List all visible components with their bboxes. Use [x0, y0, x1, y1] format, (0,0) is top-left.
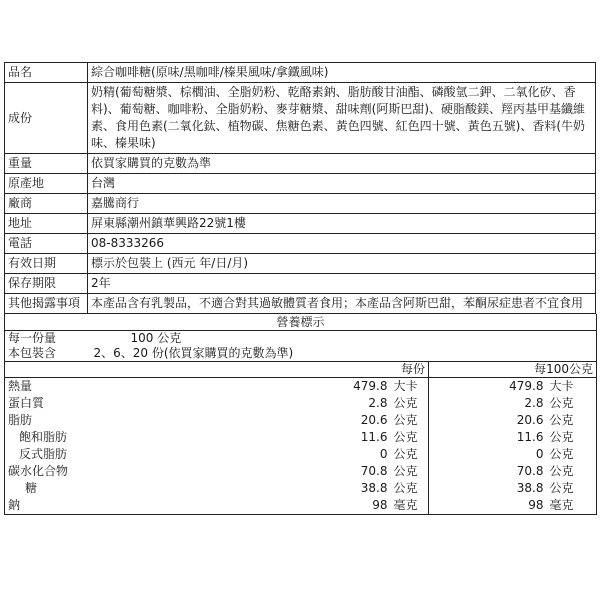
phone-label: 電話	[5, 234, 88, 254]
package-label: 本包裝含	[8, 346, 57, 360]
nutrient-name: 蛋白質	[8, 396, 45, 410]
shelf-life-value: 2年	[88, 274, 596, 294]
per-serving-unit: 大卡	[393, 379, 418, 393]
nutrition-table	[4, 314, 597, 515]
per-100g-unit: 公克	[549, 430, 574, 444]
nutrition-row	[5, 378, 597, 396]
expiry-label: 有效日期	[5, 254, 88, 274]
origin-row	[5, 174, 596, 194]
address-row	[5, 214, 596, 234]
per-100g-value: 70.8	[429, 463, 547, 480]
serving-label: 每一份量	[8, 331, 57, 345]
nutrient-name: 脂肪	[8, 413, 33, 427]
nutrient-name: 熱量	[8, 379, 33, 393]
col-per-serving: 每份	[91, 362, 429, 378]
per-100g-value: 11.6	[429, 429, 547, 446]
per-serving-value: 98	[372, 498, 388, 512]
package-value: 2、6、20 份(依買家購買的克數為準)	[93, 346, 294, 360]
expiry-value: 標示於包裝上 (西元 年/日/月)	[88, 254, 596, 274]
per-serving-value: 11.6	[360, 430, 388, 444]
nutrition-row	[5, 412, 597, 429]
ingredients-label: 成份	[5, 83, 88, 154]
name-label: 品名	[5, 63, 88, 83]
nutrition-row	[5, 497, 597, 515]
nutrition-row	[5, 429, 597, 446]
per-100g-unit: 公克	[549, 413, 574, 427]
address-value: 屏東縣潮州鎮華興路22號1樓	[88, 214, 596, 234]
per-serving-value: 70.8	[360, 464, 388, 478]
ingredients-value: 奶精(葡萄糖漿、棕櫚油、全脂奶粉、乾酪素鈉、脂肪酸甘油酯、磷酸氫二鉀、二氧化矽、香料)、葡萄糖、咖啡粉、全脂奶粉、麥芽糖漿、甜味劑(阿斯巴甜)、硬脂酸鎂、羥丙基甲基纖維素、食用色素(二氧化鈦、植物碳、焦糖色素、黃色四號、紅色四十號、黃色五號)、香料(牛奶味、榛果味)	[88, 83, 596, 154]
per-serving-unit: 公克	[393, 464, 418, 478]
weight-value: 依買家購買的克數為準	[88, 154, 596, 174]
nutrient-name: 碳水化合物	[8, 464, 69, 478]
col-per-100g: 每100公克	[429, 362, 597, 378]
origin-value: 台灣	[88, 174, 596, 194]
ingredients-row	[5, 83, 596, 154]
per-serving-value: 38.8	[360, 481, 388, 495]
per-100g-value: 479.8	[429, 378, 547, 396]
per-serving-unit: 公克	[393, 481, 418, 495]
nutrition-row	[5, 480, 597, 497]
per-100g-unit: 公克	[549, 481, 574, 495]
shelf-life-row	[5, 274, 596, 294]
per-100g-unit: 公克	[549, 396, 574, 410]
expiry-row	[5, 254, 596, 274]
disclosure-value: 本產品含有乳製品，不適合對其過敏體質者食用；本產品含阿斯巴甜，苯酮尿症患者不宜食用	[88, 294, 596, 314]
per-100g-value: 38.8	[429, 480, 547, 497]
shelf-life-label: 保存期限	[5, 274, 88, 294]
nutrient-name: 飽和脂肪	[19, 430, 68, 444]
name-row	[5, 63, 596, 83]
per-serving-unit: 公克	[393, 447, 418, 461]
weight-label: 重量	[5, 154, 88, 174]
nutrient-name: 鈉	[8, 498, 21, 512]
phone-value: 08-8333266	[88, 234, 596, 254]
per-100g-unit: 公克	[549, 447, 574, 461]
manufacturer-label: 廠商	[5, 194, 88, 214]
nutrient-name: 反式脂肪	[19, 447, 68, 461]
origin-label: 原產地	[5, 174, 88, 194]
product-label	[4, 62, 596, 515]
per-serving-unit: 公克	[393, 413, 418, 427]
product-info-table	[4, 62, 596, 314]
address-label: 地址	[5, 214, 88, 234]
per-serving-value: 2.8	[368, 396, 388, 410]
serving-value: 100 公克	[130, 331, 182, 345]
manufacturer-row	[5, 194, 596, 214]
per-serving-value: 0	[379, 447, 388, 461]
phone-row	[5, 234, 596, 254]
per-serving-unit: 毫克	[393, 498, 418, 512]
nutrition-rows	[5, 378, 597, 515]
per-100g-value: 0	[429, 446, 547, 463]
per-100g-value: 2.8	[429, 395, 547, 412]
nutrition-row	[5, 463, 597, 480]
per-100g-value: 98	[429, 497, 547, 515]
per-100g-unit: 毫克	[549, 498, 574, 512]
nutrition-row	[5, 395, 597, 412]
weight-row	[5, 154, 596, 174]
nutrient-name: 糖	[25, 481, 38, 495]
per-100g-unit: 公克	[549, 464, 574, 478]
disclosure-row	[5, 294, 596, 314]
nutrition-header-row	[5, 362, 597, 378]
nutrition-title: 營養標示	[5, 314, 597, 331]
per-serving-unit: 公克	[393, 396, 418, 410]
per-serving-value: 20.6	[360, 413, 388, 427]
nutrition-row	[5, 446, 597, 463]
per-serving-value: 479.8	[353, 379, 388, 393]
manufacturer-value: 嘉騰商行	[88, 194, 596, 214]
per-100g-unit: 大卡	[549, 379, 574, 393]
per-100g-value: 20.6	[429, 412, 547, 429]
per-serving-unit: 公克	[393, 430, 418, 444]
disclosure-label: 其他揭露事項	[5, 294, 88, 314]
name-value: 綜合咖啡糖(原味/黑咖啡/榛果風味/拿鐵風味)	[88, 63, 596, 83]
